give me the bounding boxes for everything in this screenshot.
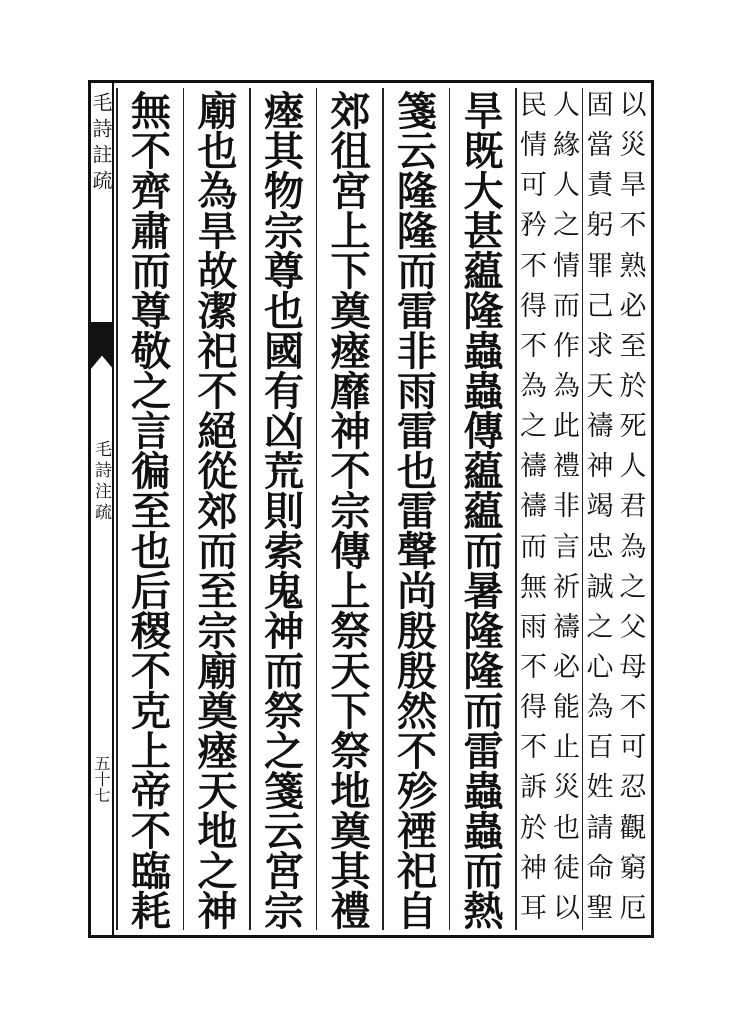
text-column: 箋 云 隆 隆 而 雷 非 雨 雷 也 雷 聲 尚 殷 殷 然 不 殄 禋 祀 自	[397, 88, 437, 935]
column-rule	[382, 88, 384, 930]
column-rule	[183, 88, 185, 930]
commentary-line-right: 人 緣 人 之 情 而 作 為 此 禮 非 言 祈 禱 必 能 止 災 也 徒 以	[553, 90, 580, 924]
column-rule	[582, 88, 584, 930]
text-column: 旱 既 大 甚 藴 隆 蟲 蟲 傳 藴 藴 而 暑 隆 隆 而 雷 蟲 蟲 而 熱	[463, 88, 504, 935]
text-column: 無 不 齊 肅 而 尊 敬 之 言 徧 至 也 后 稷 不 克 上 帝 不 臨 耗	[131, 88, 171, 935]
spine-head-text: 毛詩註疏	[89, 92, 113, 196]
commentary-line-right: 以 災 旱 不 熟 必 至 於 死 人 君 為 之 父 母 不 可 忍 觀 窮 厄	[619, 90, 647, 924]
column-rule	[249, 88, 251, 930]
book-title: 毛詩注疏	[91, 440, 111, 524]
text-column: 瘞 其 物 宗 尊 也 國 有 凶 荒 則 索 鬼 神 而 祭 之 箋 云 宮 宗	[264, 88, 304, 935]
page-number: 五十七	[92, 755, 111, 803]
column-rule	[449, 88, 451, 930]
commentary-line-left: 民 情 可 矜 不 得 不 為 之 禱 禱 而 無 雨 不 得 不 訴 於 神 耳	[520, 90, 547, 924]
column-rule	[515, 88, 517, 930]
column-rule	[116, 88, 118, 930]
commentary-line-left: 固 當 責 躬 罪 己 求 天 禱 神 竭 忠 誠 之 心 為 百 姓 請 命 聖	[586, 90, 614, 924]
commentary-column	[586, 92, 648, 922]
text-column: 郊 徂 宮 上 下 奠 瘞 靡 神 不 宗 傳 上 祭 天 下 祭 地 奠 其 禮	[330, 88, 371, 935]
text-column: 廟 也 為 旱 故 潔 祀 不 絕 從 郊 而 至 宗 廟 奠 瘞 天 地 之 神	[197, 88, 238, 935]
column-rule	[316, 88, 318, 930]
commentary-column	[519, 92, 581, 922]
